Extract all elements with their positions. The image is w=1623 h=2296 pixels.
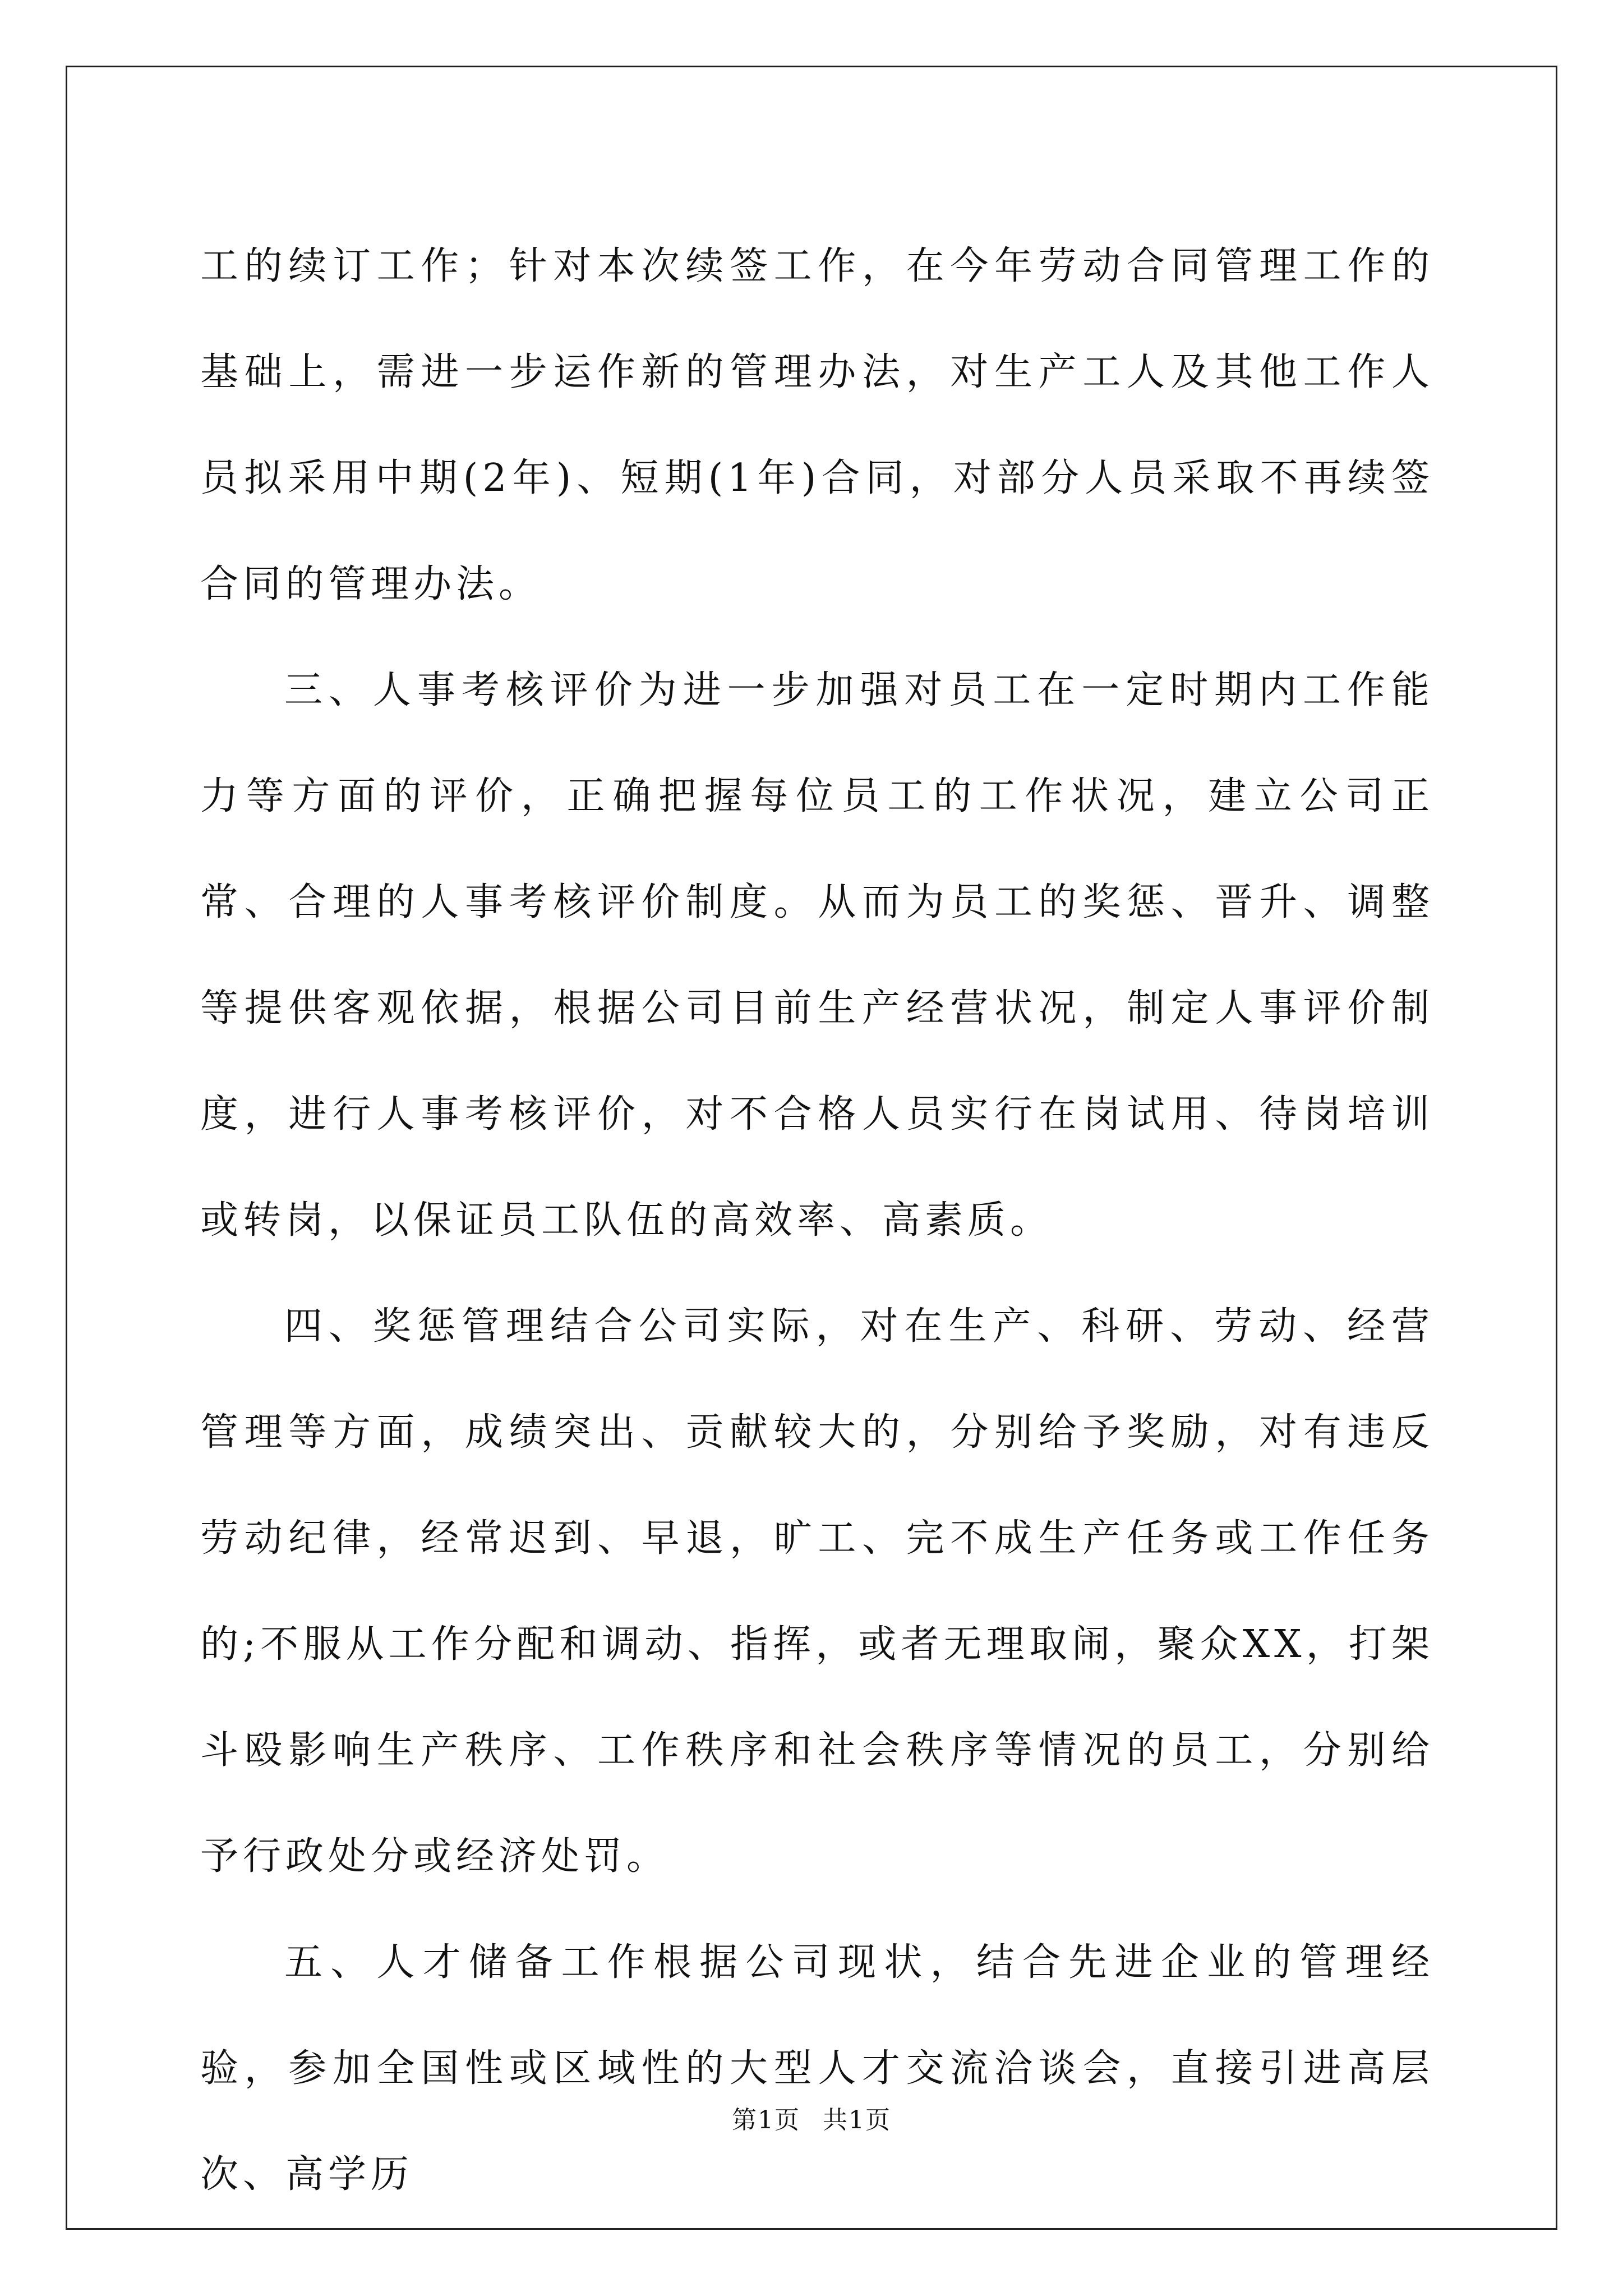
document-body — [200, 213, 1434, 2228]
paragraph-contract-renewal: 工的续订工作；针对本次续签工作，在今年劳动合同管理工作的基础上，需进一步运作新的管理办法，对生产工人及其他工作人员拟采用中期(2年)、短期(1年)合同，对部分人员采取不再续签合同的管理办法。 — [200, 244, 1434, 606]
page-number-total: 共1页 — [823, 2106, 891, 2134]
paragraph-talent-reserve: 五、人才储备工作根据公司现状，结合先进企业的管理经验，参加全国性或区域性的大型人才交流洽谈会，直接引进高层次、高学历 — [200, 1940, 1434, 2197]
paragraph-performance-review: 三、人事考核评价为进一步加强对员工在一定时期内工作能力等方面的评价，正确把握每位员工的工作状况，建立公司正常、合理的人事考核评价制度。从而为员工的奖惩、晋升、调整等提供客观依据，根据公司目前生产经营状况，制定人事评价制度，进行人事考核评价，对不合格人员实行在岗试用、待岗培训或转岗，以保证员工队伍的高效率、高素质。 — [200, 668, 1434, 1243]
paragraph-rewards-penalties: 四、奖惩管理结合公司实际，对在生产、科研、劳动、经营管理等方面，成绩突出、贡献较大的，分别给予奖励，对有违反劳动纪律，经常迟到、早退，旷工、完不成生产任务或工作任务的;不服从工作分配和调动、指挥，或者无理取闹，聚众XX，打架斗殴影响生产秩序、工作秩序和社会秩序等情况的员工，分别给予行政处分或经济处罚。 — [200, 1304, 1434, 1879]
page-number-current: 第1页 — [732, 2106, 800, 2134]
page-footer — [0, 2104, 1623, 2137]
